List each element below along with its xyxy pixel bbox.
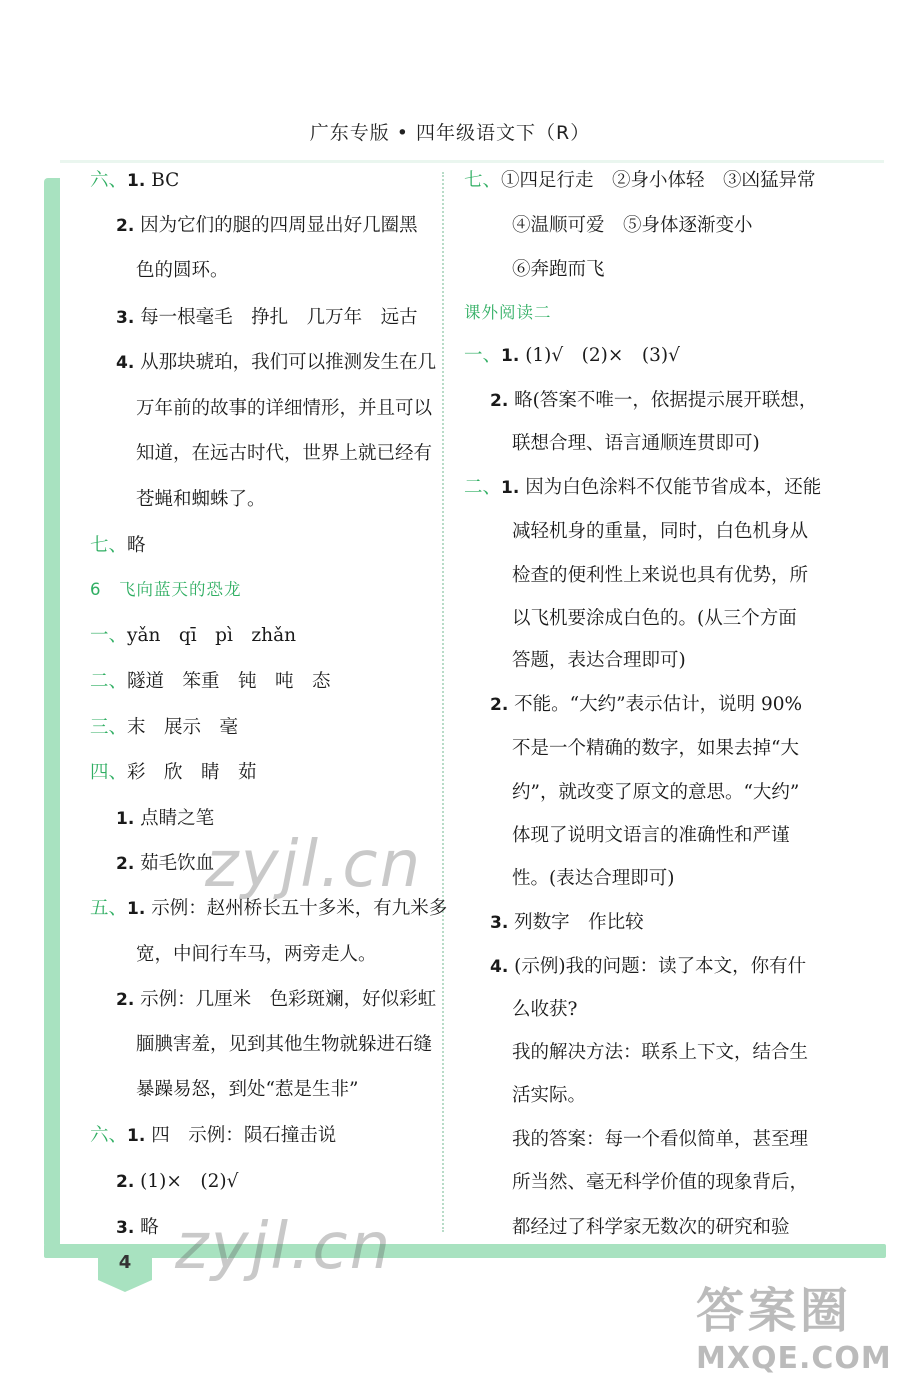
right-answer-line — [490, 910, 644, 936]
answer-text: 我的解决方法：联系上下文，结合生 — [512, 1042, 809, 1063]
answer-text: 答题，表达合理即可) — [512, 650, 686, 671]
corner-watermark-top: 答案圈 — [696, 1283, 853, 1339]
left-answer-line — [116, 806, 214, 832]
answer-text: 色的圆环。 — [136, 260, 229, 281]
answer-text: 知道，在远古时代，世界上就已经有 — [136, 443, 433, 464]
answer-text: 么收获? — [512, 999, 578, 1020]
item-number: 3. — [116, 1218, 135, 1238]
right-answer-line — [512, 213, 753, 239]
section-marker: 三、 — [90, 717, 128, 738]
page-number: 4 — [118, 1252, 132, 1273]
right-answer-line — [464, 300, 552, 326]
answer-text: 四 示例：陨石撞击说 — [145, 1125, 337, 1146]
frame-top-border — [60, 160, 884, 163]
corner-watermark-bottom: MXQE.COM — [696, 1341, 892, 1376]
answer-text: 示例：赵州桥长五十多米，有九米多 — [145, 898, 448, 919]
answer-text: (示例)我的问题：读了本文，你有什 — [508, 956, 807, 977]
left-answer-line — [136, 258, 229, 284]
left-answer-line — [90, 168, 179, 194]
right-answer-line — [512, 563, 808, 589]
item-number: 2. — [116, 854, 135, 874]
item-number: 1. — [127, 171, 146, 191]
answer-text: 茹毛饮血 — [134, 853, 215, 874]
answer-text: 宽，中间行车马，两旁走人。 — [136, 944, 377, 965]
answer-text: 略 — [127, 535, 146, 556]
left-answer-line — [116, 987, 436, 1013]
left-answer-line — [90, 533, 146, 559]
section-marker: 二、 — [90, 671, 128, 692]
section-heading: 6 飞向蓝天的恐龙 — [90, 580, 242, 599]
section-marker: 六、 — [90, 1125, 128, 1146]
answer-text: (1)√ (2)× (3)√ — [519, 345, 680, 366]
right-answer-line — [512, 1170, 808, 1196]
right-answer-line — [512, 997, 577, 1023]
left-answer-line — [90, 760, 257, 786]
right-answer-line — [490, 692, 802, 718]
left-answer-line — [136, 487, 266, 513]
right-answer-line — [512, 736, 799, 762]
answer-text: 所当然、毫无科学价值的现象背后， — [512, 1172, 809, 1193]
item-number: 1. — [501, 478, 520, 498]
answer-text: 从那块琥珀，我们可以推测发生在几 — [134, 352, 437, 373]
answer-text: 不能。“大约”表示估计，说明 90% — [508, 694, 803, 715]
watermark-bottom: zyjl.cn — [175, 1210, 393, 1284]
page-header-title: 广东专版 • 四年级语文下（R） — [309, 122, 591, 144]
section-heading: 课外阅读二 — [464, 303, 552, 322]
answer-text: 列数字 作比较 — [508, 912, 644, 933]
left-answer-line — [136, 1077, 358, 1103]
right-answer-line — [512, 431, 760, 457]
item-number: 1. — [116, 809, 135, 829]
right-answer-line — [512, 648, 686, 674]
right-answer-line — [512, 1215, 790, 1241]
answer-text: yǎn qī pì zhǎn — [127, 625, 297, 646]
answer-text: 检查的便利性上来说也具有优势，所 — [512, 565, 809, 586]
answer-text: 都经过了科学家无数次的研究和验 — [512, 1217, 790, 1238]
right-answer-line — [464, 168, 816, 194]
section-marker: 五、 — [90, 898, 128, 919]
answer-text: 隧道 笨重 钝 吨 态 — [127, 671, 331, 692]
answer-text: 苍蝇和蜘蛛了。 — [136, 489, 266, 510]
answer-text: 腼腆害羞，见到其他生物就躲进石缝 — [136, 1034, 433, 1055]
section-marker: 七、 — [464, 170, 502, 191]
right-answer-line — [512, 866, 674, 892]
item-number: 2. — [116, 990, 135, 1010]
section-marker: 七、 — [90, 535, 128, 556]
right-answer-line — [512, 823, 790, 849]
left-answer-line — [90, 577, 242, 603]
left-answer-line — [136, 396, 432, 422]
section-marker: 六、 — [90, 170, 128, 191]
left-answer-line — [116, 213, 418, 239]
answer-text: (1)× (2)√ — [134, 1171, 239, 1192]
item-number: 2. — [490, 391, 509, 411]
section-marker: 二、 — [464, 477, 502, 498]
answer-text: 略(答案不唯一，依据提示展开联想， — [508, 390, 818, 411]
item-number: 1. — [501, 346, 520, 366]
right-answer-line — [512, 1040, 808, 1066]
answer-text: 略 — [134, 1217, 159, 1238]
section-marker: 一、 — [464, 345, 502, 366]
answer-text: 联想合理、语言通顺连贯即可) — [512, 433, 760, 454]
item-number: 2. — [490, 695, 509, 715]
item-number: 3. — [116, 308, 135, 328]
answer-text: BC — [145, 170, 180, 191]
answer-text: 我的答案：每一个看似简单，甚至理 — [512, 1129, 809, 1150]
right-answer-line — [464, 343, 680, 369]
left-answer-line — [90, 1123, 336, 1149]
item-number: 1. — [127, 899, 146, 919]
answer-text: 体现了说明文语言的准确性和严谨 — [512, 825, 790, 846]
item-number: 4. — [490, 957, 509, 977]
frame-left-accent — [44, 178, 60, 1248]
left-answer-line — [136, 441, 432, 467]
left-answer-line — [116, 1169, 238, 1195]
right-answer-line — [464, 475, 821, 501]
answer-text: ①四足行走 ②身小体轻 ③凶猛异常 — [501, 170, 816, 191]
answer-text: 末 展示 毫 — [127, 717, 239, 738]
item-number: 4. — [116, 353, 135, 373]
right-answer-line — [512, 519, 808, 545]
answer-text: ④温顺可爱 ⑤身体逐渐变小 — [512, 215, 753, 236]
answer-text: 活实际。 — [512, 1085, 587, 1106]
answer-text: 以飞机要涂成白色的。(从三个方面 — [512, 608, 797, 629]
answer-text: 因为白色涂料不仅能节省成本，还能 — [519, 477, 822, 498]
right-answer-line — [512, 606, 797, 632]
watermark-center: zyjl.cn — [205, 828, 423, 902]
answer-text: 彩 欣 睛 茹 — [127, 762, 257, 783]
corner-watermark-logo — [696, 1272, 892, 1382]
answer-text: 每一根毫毛 挣扎 几万年 远古 — [134, 307, 418, 328]
left-answer-line — [116, 851, 214, 877]
right-answer-line — [512, 780, 799, 806]
right-answer-line — [490, 388, 817, 414]
answer-text: 示例：几厘米 色彩斑斓，好似彩虹 — [134, 989, 437, 1010]
answer-text: 约”，就改变了原文的意思。“大约” — [512, 782, 800, 803]
answer-text: ⑥奔跑而飞 — [512, 259, 605, 280]
answer-text: 性。(表达合理即可) — [512, 868, 675, 889]
answer-text: 暴躁易怒，到处“惹是生非” — [136, 1079, 359, 1100]
item-number: 1. — [127, 1126, 146, 1146]
left-answer-line — [90, 715, 238, 741]
section-marker: 四、 — [90, 762, 128, 783]
left-answer-line — [116, 350, 436, 376]
answer-text: 不是一个精确的数字，如果去掉“大 — [512, 738, 799, 759]
left-answer-line — [116, 305, 418, 331]
right-answer-line — [490, 954, 806, 980]
answer-text: 因为它们的腿的四周显出好几圈黑 — [134, 215, 418, 236]
item-number: 2. — [116, 1172, 135, 1192]
section-marker: 一、 — [90, 625, 128, 646]
left-answer-line — [90, 669, 331, 695]
item-number: 3. — [490, 913, 509, 933]
footer-bar — [44, 1244, 886, 1258]
column-divider — [442, 172, 444, 1232]
answer-text: 减轻机身的重量，同时，白色机身从 — [512, 521, 809, 542]
right-answer-line — [512, 1083, 586, 1109]
answer-text: 点睛之笔 — [134, 808, 215, 829]
left-answer-line — [90, 623, 296, 649]
answer-text: 万年前的故事的详细情形，并且可以 — [136, 398, 433, 419]
item-number: 2. — [116, 216, 135, 236]
left-answer-line — [136, 942, 377, 968]
right-answer-line — [512, 1127, 808, 1153]
left-answer-line — [136, 1032, 432, 1058]
right-answer-line — [512, 257, 605, 283]
left-answer-line — [116, 1215, 159, 1241]
